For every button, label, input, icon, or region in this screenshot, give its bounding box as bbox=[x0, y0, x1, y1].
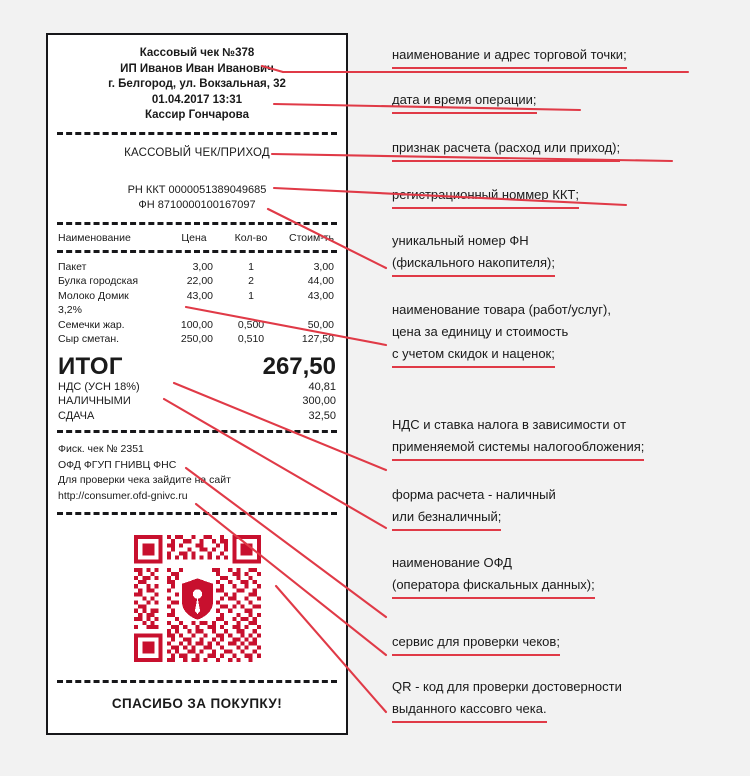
annotation-text: наименование ОФД bbox=[392, 555, 512, 570]
annotation-text: QR - код для проверки достоверности bbox=[392, 679, 622, 694]
receipt-title: Кассовый чек №378 bbox=[139, 47, 255, 59]
table-row bbox=[58, 274, 336, 289]
item-name: Семечки жар. bbox=[58, 318, 125, 331]
fn-number: ФН 8710000100167097 bbox=[138, 198, 256, 211]
annotation-text: уникальный номер ФН bbox=[392, 233, 529, 248]
annotation-kkt-number bbox=[392, 184, 579, 209]
receipt-header bbox=[57, 35, 337, 132]
item-price: 250,00 bbox=[180, 333, 213, 345]
items-list bbox=[57, 253, 337, 350]
cash-row bbox=[58, 394, 336, 409]
annotation-text: выданного кассовго чека. bbox=[392, 698, 547, 723]
qr-code-area bbox=[57, 515, 337, 680]
totals-block bbox=[57, 350, 337, 431]
annotation-payment-form bbox=[392, 484, 556, 531]
item-name bbox=[58, 289, 166, 318]
receipt-footer-message: СПАСИБО ЗА ПОКУПКУ! bbox=[111, 696, 283, 711]
annotation-operation-type bbox=[392, 137, 620, 162]
item-sum: 50,00 bbox=[307, 318, 334, 331]
annotation-text: регистрационный номмер ККТ; bbox=[392, 184, 579, 209]
qr-code-icon bbox=[130, 531, 265, 666]
annotation-text: (оператора фискальных данных); bbox=[392, 574, 595, 599]
annotation-text: с учетом скидок и наценок; bbox=[392, 343, 555, 368]
column-header-name: Наименование bbox=[58, 231, 131, 244]
item-quantity: 0,500 bbox=[237, 318, 265, 331]
annotation-text: или безналичный; bbox=[392, 506, 501, 531]
fiscal-footer-block bbox=[57, 433, 337, 512]
annotation-merchant bbox=[392, 44, 627, 69]
annotation-text: применяемой системы налогообложения; bbox=[392, 436, 644, 461]
item-name-main: Молоко Домик bbox=[58, 289, 129, 302]
merchant-name: ИП Иванов Иван Иванович bbox=[120, 62, 274, 75]
annotation-datetime bbox=[392, 89, 537, 114]
grand-total-row bbox=[58, 353, 336, 380]
cashier-name: Кассир Гончарова bbox=[145, 109, 249, 121]
table-row bbox=[58, 332, 336, 347]
fiscal-check-number: Фиск. чек № 2351 bbox=[58, 443, 144, 455]
change-value: 32,50 bbox=[308, 409, 336, 422]
annotation-vat bbox=[392, 414, 644, 461]
annotation-text: наименование и адрес торговой точки; bbox=[392, 44, 627, 69]
item-quantity: 0,510 bbox=[237, 333, 265, 345]
change-label: СДАЧА bbox=[58, 409, 95, 422]
item-quantity: 1 bbox=[248, 260, 254, 273]
annotation-text: сервис для проверки чеков; bbox=[392, 631, 560, 656]
item-name: Булка городская bbox=[58, 275, 139, 287]
verify-prompt: Для проверки чека зайдите на сайт bbox=[58, 474, 231, 486]
change-row bbox=[58, 409, 336, 424]
table-row bbox=[58, 318, 336, 333]
annotation-text: признак расчета (расход или приход); bbox=[392, 137, 620, 162]
annotation-text: дата и время операции; bbox=[392, 89, 537, 114]
table-row bbox=[58, 260, 336, 275]
annotation-text: наименование товара (работ/услуг), bbox=[392, 302, 611, 317]
operation-type: КАССОВЫЙ ЧЕК/ПРИХОД bbox=[124, 146, 270, 159]
cash-receipt bbox=[46, 33, 348, 735]
item-price: 100,00 bbox=[180, 318, 213, 331]
ofd-name: ОФД ФГУП ГНИВЦ ФНС bbox=[58, 458, 177, 471]
annotation-goods bbox=[392, 299, 611, 368]
item-quantity: 2 bbox=[248, 275, 254, 287]
column-header-quantity: Кол-во bbox=[234, 231, 268, 244]
item-price: 22,00 bbox=[186, 275, 213, 287]
item-quantity: 1 bbox=[248, 289, 254, 302]
annotation-text: цена за единицу и стоимость bbox=[392, 324, 569, 339]
kkt-registration-number: РН ККТ 0000051389049685 bbox=[127, 183, 267, 196]
vat-value: 40,81 bbox=[308, 380, 336, 393]
grand-total-label: ИТОГ bbox=[58, 352, 123, 380]
item-name: Сыр сметан. bbox=[58, 333, 120, 345]
column-header-price: Цена bbox=[181, 231, 207, 244]
vat-row bbox=[58, 380, 336, 395]
item-price: 3,00 bbox=[192, 260, 213, 273]
cash-label: НАЛИЧНЫМИ bbox=[58, 395, 131, 407]
annotation-verify-service bbox=[392, 631, 560, 656]
merchant-address: г. Белгород, ул. Вокзальная, 32 bbox=[108, 78, 286, 90]
grand-total-value: 267,50 bbox=[262, 352, 336, 380]
annotation-text: форма расчета - наличный bbox=[392, 487, 556, 502]
item-sum: 3,00 bbox=[313, 260, 334, 273]
operation-type-block bbox=[57, 135, 337, 172]
items-table-header bbox=[57, 225, 337, 250]
annotation-text: НДС и ставка налога в зависимости от bbox=[392, 417, 627, 432]
shield-logo bbox=[179, 576, 216, 621]
item-name: Пакет bbox=[58, 260, 87, 273]
cash-value: 300,00 bbox=[302, 395, 336, 407]
annotation-ofd-name bbox=[392, 552, 595, 599]
item-name-sub: 3,2% bbox=[58, 304, 82, 316]
column-header-sum: Стоим-ть bbox=[289, 231, 334, 244]
item-sum: 127,50 bbox=[301, 333, 334, 345]
verify-url: http://consumer.ofd-gnivc.ru bbox=[58, 489, 188, 502]
item-sum: 43,00 bbox=[307, 289, 334, 302]
annotation-fn-number bbox=[392, 230, 555, 277]
item-price: 43,00 bbox=[186, 289, 213, 302]
item-sum: 44,00 bbox=[307, 275, 334, 287]
fiscal-ids-block bbox=[57, 172, 337, 222]
annotation-text: (фискального накопителя); bbox=[392, 252, 555, 277]
table-row bbox=[58, 289, 336, 318]
vat-label: НДС (УСН 18%) bbox=[58, 380, 140, 393]
annotation-qr-code bbox=[392, 676, 622, 723]
receipt-datetime: 01.04.2017 13:31 bbox=[151, 93, 243, 106]
